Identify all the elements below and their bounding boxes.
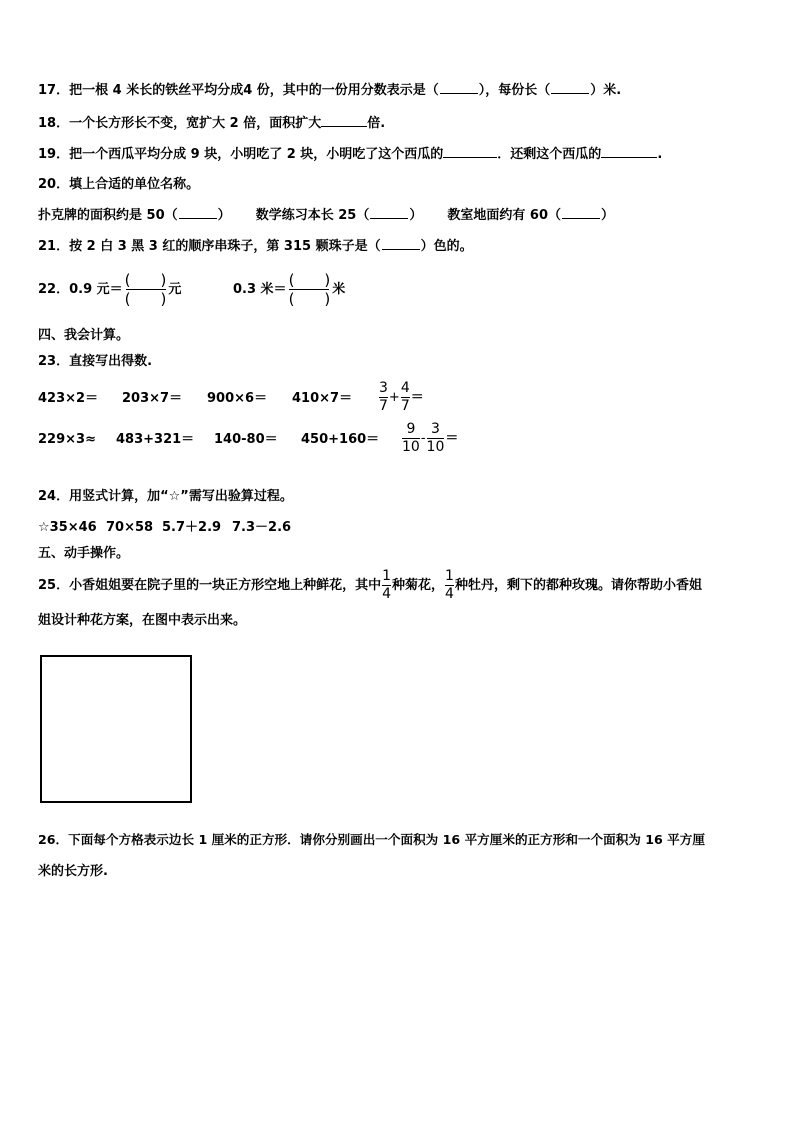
calc-item: 483+321＝	[116, 432, 195, 447]
calc-item: 203×7＝	[122, 391, 183, 406]
answer-blank[interactable]	[551, 81, 589, 94]
answer-blank[interactable]	[562, 206, 600, 219]
calc-item: 140-80＝	[214, 432, 278, 447]
question-23-title: 23．直接写出得数.	[38, 354, 153, 369]
fraction-sum-item: $\frac{3}{7}$ + $\frac{4}{7}$ ＝	[379, 380, 424, 414]
answer-blank[interactable]	[440, 81, 478, 94]
calc-item: 450+160＝	[301, 432, 380, 447]
question-22-part1: 22．0.9 元＝ ( ) ( ) 元	[38, 271, 182, 308]
square-drawing-area[interactable]	[40, 655, 192, 803]
calc-item: 423×2＝	[38, 391, 99, 406]
answer-blank[interactable]	[601, 144, 657, 158]
answer-blank[interactable]	[382, 237, 420, 250]
vertical-calc-item: 7.3－2.6	[232, 520, 292, 535]
answer-blank[interactable]	[443, 144, 497, 158]
question-20-items: 扑克牌的面积约是 50（ ） 数学练习本长 25（ ） 教室地面约有 60（ ）	[38, 208, 615, 223]
answer-blank[interactable]	[179, 206, 217, 219]
question-25: 25．小香姐姐要在院子里的一块正方形空地上种鲜花，其中 $\frac{1}{4}$ 种菊花， $\frac{1}{4}$ 种牡丹，剩下的都种玫瑰。请你帮助小香姐	[38, 568, 702, 602]
question-21: 21．按 2 白 3 黑 3 红的顺序串珠子，第 315 颗珠子是（ ）色的。	[38, 239, 473, 254]
section-5-heading: 五、动手操作。	[38, 546, 130, 561]
section-4-heading: 四、我会计算。	[38, 328, 130, 343]
vertical-calc-item: ☆35×46	[38, 520, 97, 535]
answer-blank[interactable]	[370, 206, 408, 219]
vertical-calc-item: 5.7＋2.9	[162, 520, 222, 535]
question-20-title: 20．填上合适的单位名称。	[38, 177, 200, 192]
calc-item: 410×7＝	[292, 391, 353, 406]
question-26: 26．下面每个方格表示边长 1 厘米的正方形．请你分别画出一个面积为 16 平方厘米的正方形和一个面积为 16 平方厘	[38, 832, 705, 847]
question-17: 17．把一根 4 米长的铁丝平均分成4 份，其中的一份用分数表示是（ ），每份长（ ）米.	[38, 83, 622, 98]
question-26-line2: 米的长方形.	[38, 864, 108, 879]
question-22-part2: 0.3 米＝ ( ) ( ) 米	[233, 271, 346, 308]
question-18: 18．一个长方形长不变，宽扩大 2 倍，面积扩大 倍.	[38, 113, 385, 134]
answer-blank[interactable]	[321, 113, 367, 127]
question-19: 19．把一个西瓜平均分成 9 块，小明吃了 2 块，小明吃了这个西瓜的 ．还剩这个西瓜的 .	[38, 144, 662, 165]
fraction-blank[interactable]: ( ) ( )	[288, 271, 331, 308]
question-24-title: 24．用竖式计算，加“☆”需写出验算过程。	[38, 489, 293, 504]
question-25-line2: 姐设计种花方案，在图中表示出来。	[38, 613, 247, 628]
fraction-diff-item: $\frac{9}{10}$ - $\frac{3}{10}$ ＝	[402, 421, 459, 455]
fraction-blank[interactable]: ( ) ( )	[124, 271, 167, 308]
vertical-calc-item: 70×58	[106, 520, 154, 535]
calc-item: 900×6＝	[207, 391, 268, 406]
calc-item: 229×3≈	[38, 432, 96, 447]
